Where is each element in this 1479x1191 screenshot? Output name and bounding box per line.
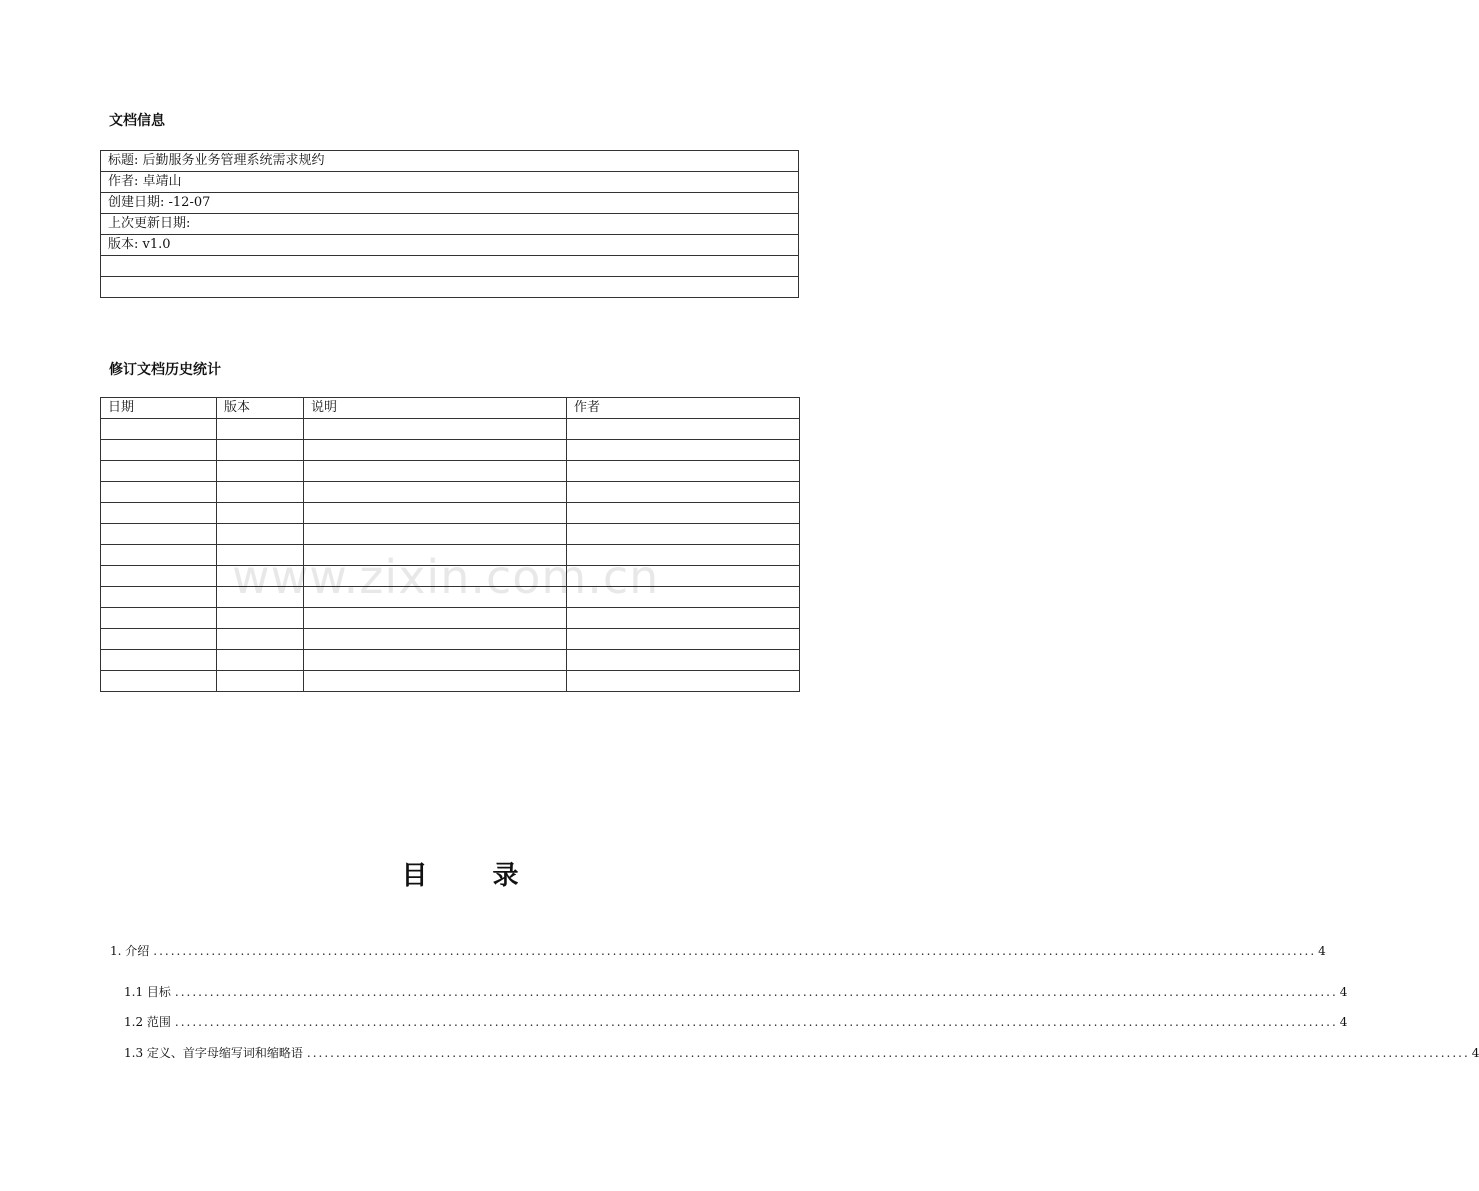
revision-history-heading: 修订文档历史统计	[109, 362, 221, 378]
empty-cell	[567, 440, 800, 461]
empty-cell	[217, 671, 304, 692]
empty-cell	[101, 524, 217, 545]
empty-cell	[101, 482, 217, 503]
empty-cell	[217, 482, 304, 503]
empty-cell	[217, 440, 304, 461]
revision-history-table	[100, 397, 800, 692]
empty-cell	[567, 503, 800, 524]
empty-cell	[101, 461, 217, 482]
empty-cell	[567, 587, 800, 608]
table-row	[101, 671, 800, 692]
doc-info-table	[100, 150, 799, 298]
table-row	[101, 629, 800, 650]
empty-cell	[567, 629, 800, 650]
empty-cell	[567, 419, 800, 440]
doc-updated-cell: 上次更新日期:	[101, 214, 799, 235]
table-row	[101, 440, 800, 461]
toc-entry-page: 4	[1318, 944, 1326, 958]
empty-cell	[101, 629, 217, 650]
empty-cell	[217, 461, 304, 482]
empty-cell	[101, 256, 799, 277]
table-row	[101, 650, 800, 671]
empty-cell	[304, 461, 567, 482]
empty-cell	[567, 461, 800, 482]
toc-entry-label: 1.3 定义、首字母缩写词和缩略语	[124, 1046, 303, 1060]
empty-cell	[101, 650, 217, 671]
empty-cell	[217, 545, 304, 566]
toc-entry[interactable]	[124, 1044, 1479, 1061]
toc-leader: ........................................................................................................................................................................................................	[174, 1015, 1338, 1029]
table-row	[101, 151, 799, 172]
table-row	[101, 419, 800, 440]
watermark: www.zixin.com.cn	[232, 550, 660, 604]
empty-cell	[304, 545, 567, 566]
table-row	[101, 277, 799, 298]
empty-cell	[101, 671, 217, 692]
toc-leader: ........................................................................................................................................................................................................	[153, 944, 1317, 958]
empty-cell	[101, 440, 217, 461]
table-row	[101, 524, 800, 545]
toc-leader: ........................................................................................................................................................................................................	[174, 985, 1338, 999]
empty-cell	[304, 587, 567, 608]
doc-info-heading: 文档信息	[109, 113, 165, 129]
empty-cell	[304, 650, 567, 671]
empty-cell	[304, 608, 567, 629]
empty-cell	[304, 419, 567, 440]
header-date: 日期	[101, 398, 217, 419]
doc-author-cell: 作者: 卓靖山	[101, 172, 799, 193]
table-row	[101, 608, 800, 629]
table-row	[101, 235, 799, 256]
toc-entry[interactable]	[124, 983, 1348, 1000]
doc-title-cell: 标题: 后勤服务业务管理系统需求规约	[101, 151, 799, 172]
empty-cell	[217, 629, 304, 650]
table-row	[101, 256, 799, 277]
table-row	[101, 193, 799, 214]
empty-cell	[101, 503, 217, 524]
toc-entry[interactable]	[124, 1013, 1348, 1030]
empty-cell	[304, 524, 567, 545]
toc-entry-label: 1.2 范围	[124, 1015, 171, 1029]
empty-cell	[567, 608, 800, 629]
empty-cell	[304, 671, 567, 692]
toc-entry-page: 4	[1339, 985, 1348, 999]
table-row	[101, 214, 799, 235]
doc-version-cell: 版本: v1.0	[101, 235, 799, 256]
empty-cell	[217, 608, 304, 629]
toc-entry-page: 4	[1471, 1046, 1479, 1060]
toc-leader: ........................................................................................................................................................................................................	[306, 1046, 1470, 1060]
doc-created-cell: 创建日期: -12-07	[101, 193, 799, 214]
header-version: 版本	[217, 398, 304, 419]
empty-cell	[304, 503, 567, 524]
empty-cell	[304, 440, 567, 461]
empty-cell	[567, 671, 800, 692]
empty-cell	[304, 566, 567, 587]
table-row	[101, 545, 800, 566]
empty-cell	[217, 650, 304, 671]
empty-cell	[567, 545, 800, 566]
empty-cell	[567, 524, 800, 545]
table-row	[101, 172, 799, 193]
table-row	[101, 587, 800, 608]
toc-entry-label: 1.1 目标	[124, 985, 171, 999]
table-row	[101, 461, 800, 482]
table-row	[101, 482, 800, 503]
empty-cell	[304, 629, 567, 650]
toc-entry-label: 1. 介绍	[110, 944, 150, 958]
toc-title: 目 录	[401, 861, 547, 891]
toc-entry[interactable]	[110, 942, 1326, 959]
empty-cell	[567, 566, 800, 587]
empty-cell	[101, 566, 217, 587]
header-author: 作者	[567, 398, 800, 419]
table-row	[101, 566, 800, 587]
table-row	[101, 503, 800, 524]
empty-cell	[101, 545, 217, 566]
empty-cell	[101, 419, 217, 440]
empty-cell	[567, 482, 800, 503]
empty-cell	[217, 419, 304, 440]
empty-cell	[217, 503, 304, 524]
empty-cell	[567, 650, 800, 671]
empty-cell	[101, 277, 799, 298]
empty-cell	[101, 587, 217, 608]
empty-cell	[217, 524, 304, 545]
header-description: 说明	[304, 398, 567, 419]
empty-cell	[304, 482, 567, 503]
table-header-row	[101, 398, 800, 419]
toc-entry-page: 4	[1339, 1015, 1348, 1029]
empty-cell	[217, 566, 304, 587]
empty-cell	[217, 587, 304, 608]
empty-cell	[101, 608, 217, 629]
